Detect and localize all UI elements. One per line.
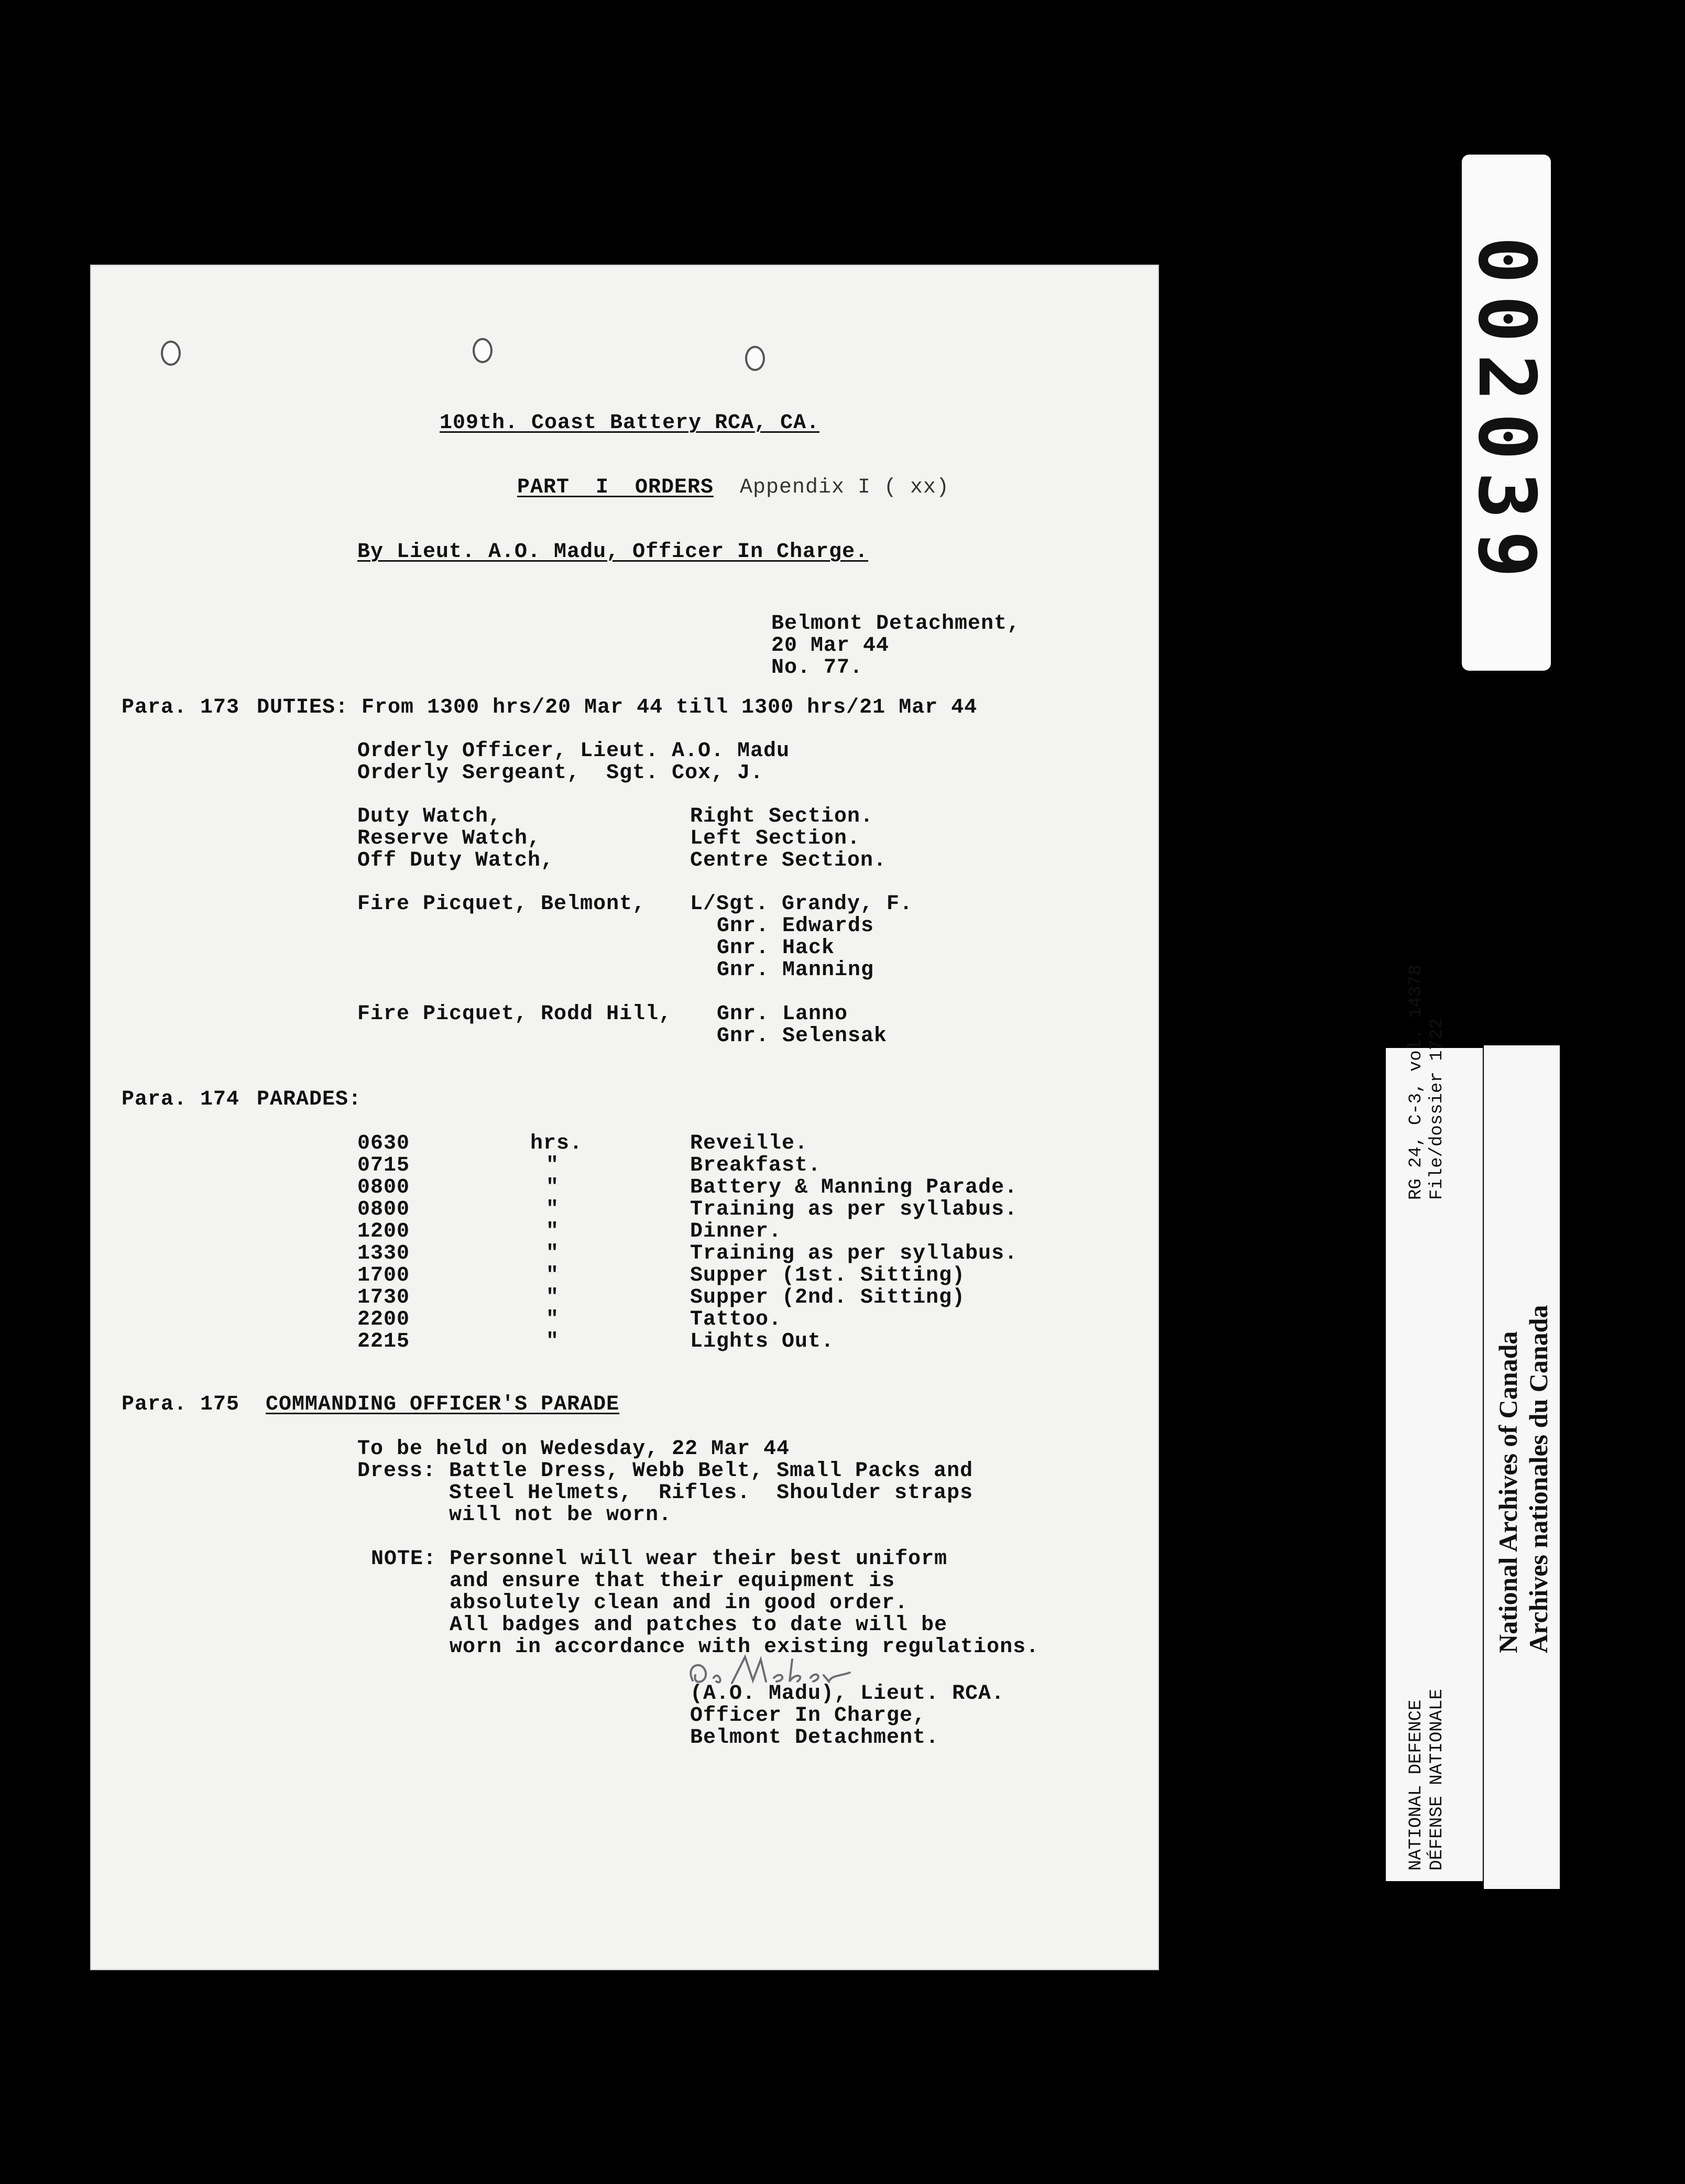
ditto-mark: ": [546, 1242, 560, 1265]
parade-time: 0800: [357, 1176, 410, 1199]
parades-heading: PARADES:: [257, 1088, 362, 1111]
parade-time: 0630: [357, 1132, 410, 1155]
watch-value: Right Section.: [690, 805, 874, 828]
co-parade-heading: COMMANDING OFFICER'S PARADE: [266, 1393, 620, 1416]
archive-reference-label: [1386, 965, 1483, 1881]
department-line: DÉFENSE NATIONALE: [1427, 1689, 1447, 1871]
ditto-mark: ": [546, 1330, 560, 1353]
parade-time: 2215: [357, 1330, 410, 1353]
archive-name-en: National Archives of Canada: [1493, 1331, 1523, 1653]
note-line: and ensure that their equipment is: [371, 1569, 895, 1593]
watch-name: Off Duty Watch,: [357, 849, 554, 872]
parade-event: Supper (1st. Sitting): [690, 1264, 966, 1287]
parade-event: Tattoo.: [690, 1308, 782, 1331]
punch-hole: [161, 341, 181, 366]
parade-time: 0715: [357, 1154, 410, 1177]
fire-picquet-member: Gnr. Edwards: [717, 914, 874, 938]
ditto-mark: ": [546, 1286, 560, 1309]
dress-line: will not be worn.: [357, 1503, 672, 1527]
duties-heading: DUTIES: From 1300 hrs/20 Mar 44 till 1300 hrs/21 Mar 44: [257, 696, 978, 719]
fire-picquet-member: Gnr. Selensak: [717, 1024, 888, 1048]
date-line: 20 Mar 44: [771, 634, 890, 658]
parade-time: 2200: [357, 1308, 410, 1331]
parade-event: Reveille.: [690, 1132, 808, 1155]
dress-line: Steel Helmets, Rifles. Shoulder straps: [357, 1481, 973, 1505]
parade-event: Lights Out.: [690, 1330, 835, 1353]
parade-time: 1200: [357, 1220, 410, 1243]
location-line: Belmont Detachment,: [771, 612, 1021, 636]
archive-number-stamp: [1462, 155, 1551, 671]
orderly-sergeant: Orderly Sergeant, Sgt. Cox, J.: [357, 761, 764, 785]
watch-value: Centre Section.: [690, 849, 887, 872]
unit-heading: 109th. Coast Battery RCA, CA.: [440, 411, 820, 435]
hours-unit: hrs.: [530, 1132, 583, 1155]
ditto-mark: ": [546, 1176, 560, 1199]
note-line: worn in accordance with existing regulations.: [371, 1635, 1040, 1659]
fire-picquet-member: Gnr. Manning: [717, 958, 874, 982]
note-line: absolutely clean and in good order.: [371, 1591, 909, 1615]
ditto-mark: ": [546, 1154, 560, 1177]
punch-hole: [473, 338, 493, 363]
document-page: [90, 265, 1159, 1970]
ditto-mark: ": [546, 1220, 560, 1243]
order-number: No. 77.: [771, 656, 863, 680]
para-175-label: Para. 175: [122, 1393, 240, 1416]
watch-name: Reserve Watch,: [357, 827, 541, 850]
appendix-label: Appendix I ( xx): [740, 476, 950, 499]
parade-time: 1730: [357, 1286, 410, 1309]
punch-hole: [745, 346, 765, 371]
parade-event: Battery & Manning Parade.: [690, 1176, 1018, 1199]
archive-name-fr: Archives nationales du Canada: [1524, 1305, 1553, 1653]
dress-line: Dress: Battle Dress, Webb Belt, Small Packs and: [357, 1459, 973, 1483]
fire-picquet-member: Gnr. Lanno: [717, 1002, 848, 1026]
signature-unit: Belmont Detachment.: [690, 1726, 939, 1750]
archive-name-label: [1484, 1045, 1560, 1889]
watch-name: Duty Watch,: [357, 805, 502, 828]
para-174-label: Para. 174: [122, 1088, 240, 1111]
watch-value: Left Section.: [690, 827, 861, 850]
fire-picquet-member: L/Sgt. Grandy, F.: [690, 892, 913, 916]
note-line: NOTE: Personnel will wear their best uniform: [371, 1547, 948, 1571]
archive-ref-line: File/dossier 1722: [1427, 1018, 1447, 1200]
fire-picquet-belmont-label: Fire Picquet, Belmont,: [357, 892, 646, 916]
parade-time: 0800: [357, 1198, 410, 1221]
ditto-mark: ": [546, 1198, 560, 1221]
ditto-mark: ": [546, 1264, 560, 1287]
note-line: All badges and patches to date will be: [371, 1613, 948, 1637]
parade-date: To be held on Wedesday, 22 Mar 44: [357, 1437, 790, 1461]
parade-event: Breakfast.: [690, 1154, 822, 1177]
part-heading: PART I ORDERS: [517, 476, 714, 499]
fire-picquet-member: Gnr. Hack: [717, 936, 835, 960]
issued-by: By Lieut. A.O. Madu, Officer In Charge.: [357, 540, 869, 564]
parade-event: Supper (2nd. Sitting): [690, 1286, 966, 1309]
orderly-officer: Orderly Officer, Lieut. A.O. Madu: [357, 739, 790, 763]
parade-event: Training as per syllabus.: [690, 1198, 1018, 1221]
signature-name: (A.O. Madu), Lieut. RCA.: [690, 1682, 1005, 1706]
parade-event: Dinner.: [690, 1220, 782, 1243]
para-173-label: Para. 173: [122, 696, 240, 719]
signature-title: Officer In Charge,: [690, 1704, 926, 1728]
archive-ref-line: RG 24, C-3, vol. 14378: [1406, 965, 1426, 1200]
parade-time: 1700: [357, 1264, 410, 1287]
department-line: NATIONAL DEFENCE: [1406, 1699, 1426, 1871]
parade-event: Training as per syllabus.: [690, 1242, 1018, 1265]
fire-picquet-rodd-hill-label: Fire Picquet, Rodd Hill,: [357, 1002, 672, 1026]
archive-number: 002039: [1461, 236, 1552, 589]
ditto-mark: ": [546, 1308, 560, 1331]
parade-time: 1330: [357, 1242, 410, 1265]
